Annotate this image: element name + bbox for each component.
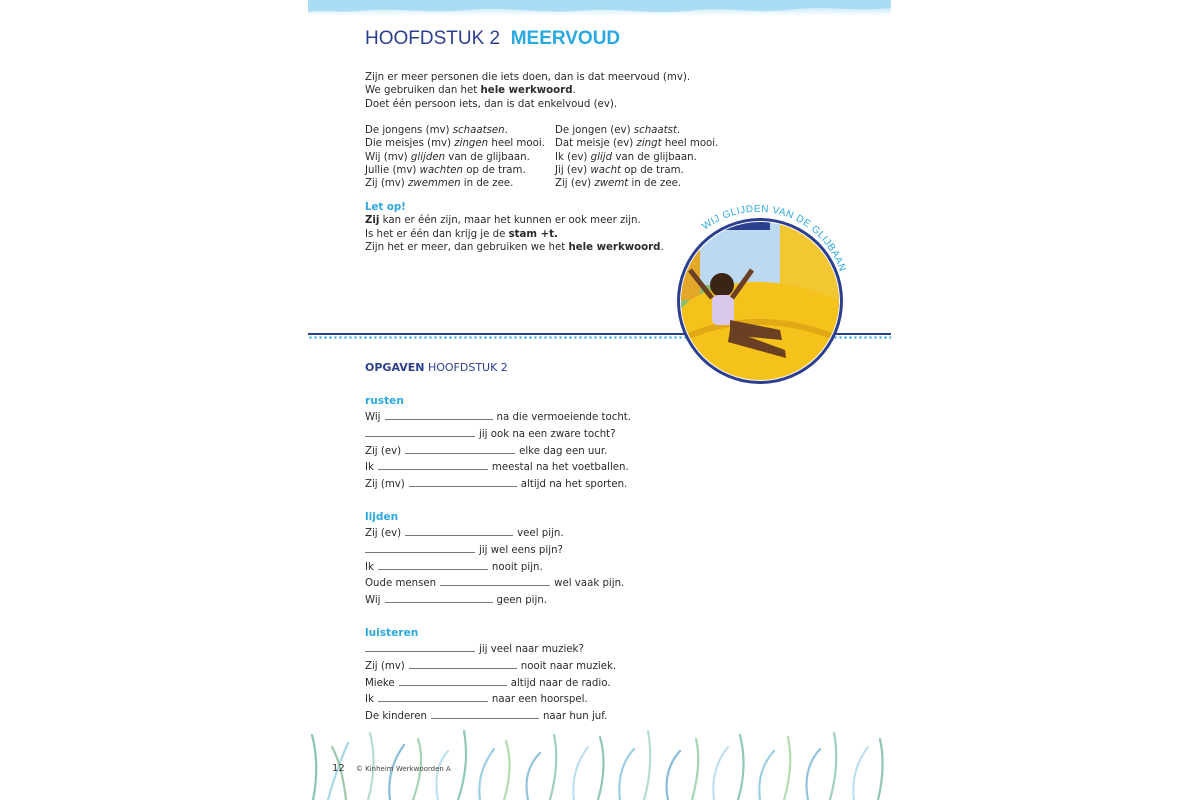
exercise-line: Ik naar een hoorspel. (365, 691, 616, 708)
intro-line: Doet één persoon iets, dan is dat enkelvoud (ev). (365, 98, 618, 110)
photo-caption: WIJ GLIJDEN VAN DE GLIJBAAN (700, 203, 848, 274)
answer-blank[interactable] (385, 592, 493, 603)
example-line: Dat meisje (ev) zingt heel mooi. (555, 138, 719, 150)
exercise-line: Zij (ev) veel pijn. (365, 525, 624, 542)
answer-blank[interactable] (365, 542, 475, 553)
intro-line: Zijn er meer personen die iets doen, dan is dat meervoud (mv). (365, 72, 691, 83)
exercise-verb: luisteren (365, 627, 419, 639)
note-title: Let op! (365, 202, 406, 213)
chapter-title (365, 28, 620, 50)
exercise-line: jij ook na een zware tocht? (365, 426, 631, 443)
chapter-number: HOOFDSTUK 2 (365, 28, 501, 49)
example-line: Zij (ev) zwemt in de zee. (555, 178, 682, 190)
example-line: Zij (mv) zwemmen in de zee. (365, 178, 514, 190)
example-line: Ik (ev) glijd van de glijbaan. (555, 151, 697, 163)
answer-blank[interactable] (378, 459, 488, 470)
exercises-title: OPGAVEN HOOFDSTUK 2 (365, 361, 508, 374)
exercise-group-luisteren (365, 625, 616, 725)
exercise-verb: lijden (365, 511, 399, 523)
answer-blank[interactable] (405, 525, 513, 536)
example-line: Jij (ev) wacht op de tram. (555, 164, 684, 176)
exercise-line: Wij geen pijn. (365, 592, 624, 609)
example-line: Wij (mv) glijden van de glijbaan. (365, 151, 530, 163)
slide-photo (660, 190, 860, 390)
page-footer (332, 763, 451, 774)
exercise-line: jij wel eens pijn? (365, 542, 624, 559)
answer-blank[interactable] (399, 675, 507, 686)
copyright-text: © Kinheim Werkwoorden A (355, 765, 451, 773)
singular-examples (555, 124, 718, 190)
answer-blank[interactable] (385, 409, 493, 420)
answer-blank[interactable] (365, 426, 475, 437)
note-line: Zij kan er één zijn, maar het kunnen er ook meer zijn. (365, 215, 641, 227)
exercise-line: Zij (ev) elke dag een uur. (365, 443, 631, 460)
exercise-line: Zij (mv) nooit naar muziek. (365, 658, 616, 675)
chapter-topic: MEERVOUD (510, 28, 621, 49)
exercise-line: jij veel naar muziek? (365, 641, 616, 658)
example-line: De jongens (mv) schaatsen. (365, 125, 508, 136)
exercise-verb: rusten (365, 395, 404, 407)
workbook-page (308, 0, 891, 800)
exercise-line: Ik meestal na het voetballen. (365, 459, 631, 476)
answer-blank[interactable] (409, 476, 517, 487)
exercise-line: Oude mensen wel vaak pijn. (365, 575, 624, 592)
example-line: Jullie (mv) wachten op de tram. (365, 164, 526, 176)
exercise-line: Zij (mv) altijd na het sporten. (365, 476, 631, 493)
answer-blank[interactable] (405, 443, 515, 454)
exercise-group-rusten (365, 393, 631, 493)
answer-blank[interactable] (378, 559, 488, 570)
exercise-line: Wij na die vermoeiende tocht. (365, 409, 631, 426)
sky-banner (308, 0, 891, 16)
answer-blank[interactable] (409, 658, 517, 669)
intro-line: We gebruiken dan het hele werkwoord. (365, 85, 576, 97)
example-line: Die meisjes (mv) zingen heel mooi. (365, 138, 545, 150)
exercise-line: De kinderen naar hun juf. (365, 708, 616, 725)
note-line: Is het er één dan krijg je de stam +t. (365, 228, 558, 240)
intro-text (365, 71, 691, 111)
note-line: Zijn het er meer, dan gebruiken we het hele werkwoord. (365, 241, 664, 253)
page-number: 12 (332, 763, 345, 774)
exercise-line: Ik nooit pijn. (365, 559, 624, 576)
answer-blank[interactable] (440, 575, 550, 586)
exercise-group-lijden (365, 509, 624, 609)
attention-note (365, 201, 664, 254)
exercise-line: Mieke altijd naar de radio. (365, 675, 616, 692)
plural-examples (365, 124, 545, 190)
answer-blank[interactable] (365, 641, 475, 652)
answer-blank[interactable] (378, 691, 488, 702)
example-line: De jongen (ev) schaatst. (555, 125, 681, 136)
answer-blank[interactable] (431, 708, 539, 719)
